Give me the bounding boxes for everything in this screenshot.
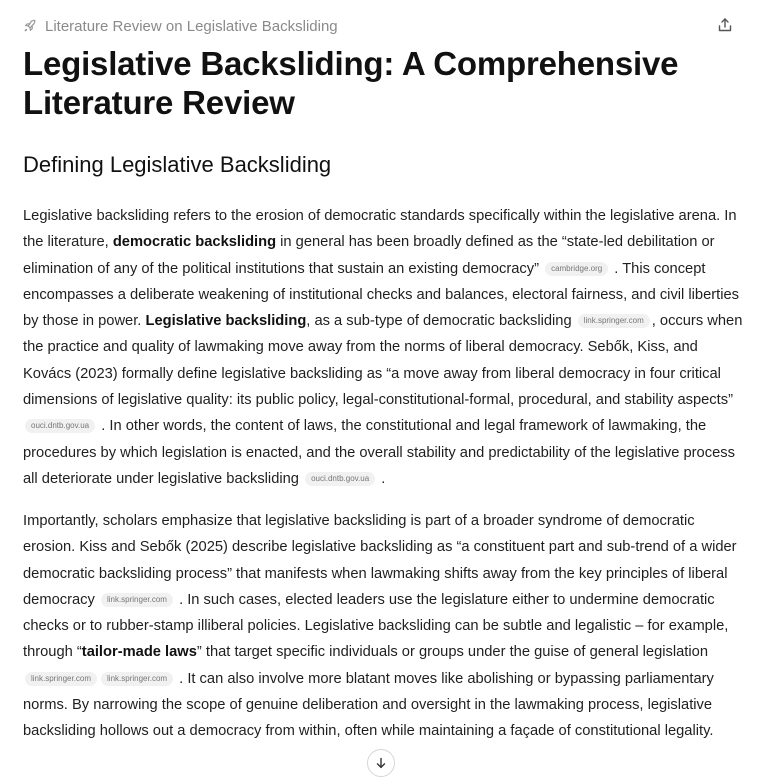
bold-term: tailor-made laws [81, 644, 197, 661]
share-icon[interactable] [717, 17, 733, 33]
paragraph-2 [23, 508, 743, 745]
paragraph-1 [23, 203, 743, 492]
section-heading: Defining Legislative Backsliding [23, 152, 332, 177]
citation-chip[interactable]: ouci.dntb.gov.ua [305, 472, 375, 486]
paragraph-text: . In other words, the content of laws, the constitutional and legal framework of lawmaking, the procedures by which legislation is enacted, and the overall stability and predictability of the legislative process all deteriorate under legislative backsliding [23, 418, 735, 487]
paragraph-text: , occurs when the practice and quality of lawmaking move away from the norms of liberal democracy. Sebők, Kiss, and Kovács (2023) formally define legislative backsliding as “a move away from liberal democracy in four critical dimensions of legislative quality: its public policy, legal-constitutional-formal, procedural, and stability aspects” [23, 313, 743, 409]
citation-chip[interactable]: cambridge.org [545, 262, 608, 276]
page-title: Legislative Backsliding: A Comprehensive Literature Review [23, 45, 679, 121]
bold-term: democratic backsliding [112, 234, 277, 251]
citation-chip[interactable]: link.springer.com [578, 314, 650, 328]
breadcrumb-title[interactable]: Literature Review on Legislative Backsliding [45, 17, 338, 35]
rocket-icon [23, 19, 37, 33]
citation-chip[interactable]: link.springer.com [101, 593, 173, 607]
paragraph-text: Legislative backsliding refers to the erosion of democratic standards specifically within the legislative arena. In the literature, [23, 208, 737, 251]
bold-term: Legislative backsliding [145, 313, 307, 330]
paragraph-text: . This concept encompasses a deliberate weakening of institutional checks and balances, electoral fairness, and civil liberties by those in power. [23, 260, 740, 330]
paragraph-text: ” that target specific individuals or groups under the guise of general legislation [196, 644, 708, 661]
document-header [23, 15, 737, 37]
citation-chip[interactable]: ouci.dntb.gov.ua [25, 419, 95, 433]
paragraph-text: . In such cases, elected leaders use the legislature either to undermine democratic checks or to rubber-stamp illiberal policies. Legislative backsliding can be subtle and legalistic – for example, through “ [23, 591, 729, 661]
citation-chip[interactable]: link.springer.com [101, 672, 173, 686]
arrow-down-icon [374, 756, 388, 770]
paragraph-text: Importantly, scholars emphasize that legislative backsliding is part of a broader syndrome of democratic erosion. Kiss and Sebők (2025) describe legislative backsliding as “a constituent part and sub-trend of a wider democratic backsliding process” that manifests when lawmaking shifts away from the key principles of liberal democracy [23, 513, 737, 608]
paragraph-text: in general has been broadly defined as the “state-led debilitation or elimination of any of the political institutions that sustain an existing democracy” [23, 234, 715, 277]
paragraph-text: . [381, 470, 386, 487]
paragraph-text: , as a sub-type of democratic backsliding [306, 313, 572, 330]
citation-chip[interactable]: link.springer.com [25, 672, 97, 686]
scroll-down-button[interactable] [367, 749, 395, 777]
paragraph-text: . It can also involve more blatant moves like abolishing or bypassing parliamentary norms. By narrowing the scope of genuine deliberation and oversight in the lawmaking process, legislative backsliding hollows out a democracy from within, often while maintaining a façade of constitutional legality. [23, 670, 714, 740]
